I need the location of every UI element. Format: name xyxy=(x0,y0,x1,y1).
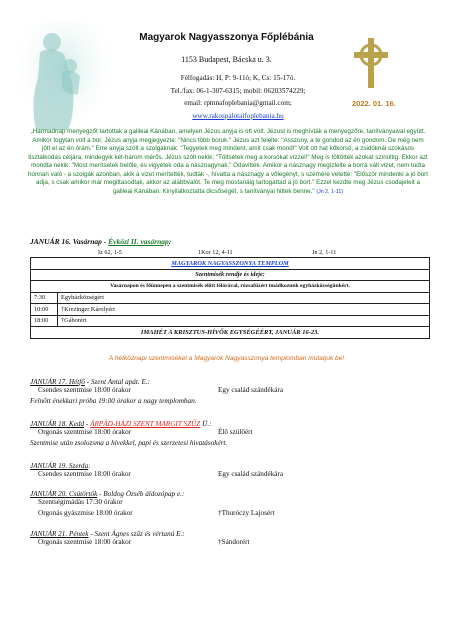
sunday-ordinary-time: Évközi II. vasárnap xyxy=(108,237,169,246)
office-hours: Félfogadás: H, P: 9-11ó; K, Cs: 15-17ó. xyxy=(180,74,296,82)
mass-order-title: Szentmisék rendje és ideje: xyxy=(31,269,430,281)
mass-intention: Egy család szándékára xyxy=(218,470,284,478)
day-note: Felnőtt énekkari próba 19:00 órakor a nagy templomban. xyxy=(30,397,197,405)
sunday-heading xyxy=(30,237,171,246)
day-feast: : xyxy=(88,462,91,470)
unity-week-banner: IMAHÉT A KRISZTUS-HÍVŐK EGYSÉGÉÉRT, JANUÁR 16-23. xyxy=(31,327,430,339)
sunday-mass-schedule xyxy=(30,257,430,339)
reading-1: Iz 62, 1-5 xyxy=(98,249,122,256)
mass-intention: Élő szülőért xyxy=(218,428,253,436)
phone-line: Tel./fax: 06-1-307-6315; mobil: 06203574229; xyxy=(170,86,306,95)
mass-intention: †Krezinger Károlyért xyxy=(58,304,430,316)
day-feast-red: ÁRPÁD-HÁZI SZENT MARGIT SZŰZ xyxy=(90,420,201,428)
parish-address: 1153 Budapest, Bácska u. 3. xyxy=(181,55,272,64)
day-feast-rank: Ü.: xyxy=(200,420,212,428)
day-date: JANUÁR 17. Hétfő xyxy=(30,378,85,386)
day-tuesday xyxy=(30,420,440,447)
sunday-date: JANUÁR 16. Vasárnap - xyxy=(30,237,107,246)
email-line: email: rpmnafoplebania@gmail.com; xyxy=(184,99,292,108)
mass-type: Csendes szentmise 18:00 órakor xyxy=(38,386,131,394)
mass-type: Orgonás szentmise 18:00 órakor xyxy=(38,428,132,436)
sunday-colon: : xyxy=(168,237,172,246)
day-date: JANUÁR 20. Csütörtök xyxy=(30,490,98,498)
day-date: JANUÁR 21. Péntek xyxy=(30,530,89,538)
day-feast: - Szent Ágnes szűz és vértanú E.: xyxy=(88,530,185,538)
day-date: JANUÁR 18. Kedd xyxy=(30,420,85,428)
day-feast: - Boldog Özséb áldozópap e.: xyxy=(97,490,185,498)
website-link[interactable]: www.rakospalotaifoplebania.hu xyxy=(192,111,284,120)
day-thursday xyxy=(30,490,440,520)
mass-time: 7:30 xyxy=(31,292,58,304)
mass-row xyxy=(31,315,430,327)
gospel-passage xyxy=(28,128,428,196)
mass-row xyxy=(31,304,430,316)
church-name: MAGYAROK NAGYASSZONYA TEMPLOM xyxy=(31,258,430,270)
mass-intention: Egyházközségért xyxy=(58,292,430,304)
day-date: JANUÁR 19. Szerda xyxy=(30,462,89,470)
mass-type: Orgonás szentmise 18:00 órakor xyxy=(38,538,132,546)
day-wednesday xyxy=(30,462,440,481)
mass-intention: †Sándorért xyxy=(218,538,250,546)
adoration: Szentségimádás 17:30 órakor xyxy=(38,498,123,506)
mass-type: Orgonás gyászmise 18:00 órakor xyxy=(38,509,133,517)
weekday-masses-note: A hétköznapi szentmiséket a Magyarok Nagyasszonya templomban mutatjuk be! xyxy=(108,355,345,362)
gospel-text: „Harmadnap menyegzőt tartottak a galileai Kánában, amelyen Jézus anyja is ott volt. Jézust is meghívták a menyegzőre, tanítványaival együtt. Amikor fogytán volt a bor, Jézus anyja megjegyezte: "Nincs több boruk." Jézus azt felelte: "Asszony, a te gondod az én gondom. De még nem jött el az én órám." Erre anyja szólt a szolgáknak: "Tegyetek meg mindent, amit csak mond!" Volt ott hat kőkorsó, a zsidóknál szokásos tisztálkodás céljára, mindegyik két-három mérős. Jézus szólt nekik: "Töltsétek meg a korsókat vízzel!" Meg is töltötték azokat színültig. Ekkor azt mondta nekik: "Most merítsetek belőle, és vigyétek oda a násznagynak." Odavitték. Amikor a násznagy megízlelte a borrá vált vizet, nem tudta honnan való - a szolgák azonban, akik a vizet merítették, tudták -, hívatta a násznagy a vőlegényt, s szemére vetette: "Először mindenki a jó bort adja, s csak amikor már megittasodtak, akkor az alábbvalót. Te meg mostanáig tartogattad a jó bort." Ezzel kezdte meg Jézus csodajeleit a galileai Kánában. Kinyilatkoztatta dicsőségét, s tanítványai hittek benne." xyxy=(28,128,428,195)
mass-row xyxy=(31,292,430,304)
day-monday xyxy=(30,378,440,405)
reading-3: Jn 2, 1-11 xyxy=(312,249,337,256)
parish-title: Magyarok Nagyasszonya Főplébánia xyxy=(139,32,314,43)
mass-intention: †Gáborért xyxy=(58,315,430,327)
day-friday xyxy=(30,530,440,549)
bulletin-date: 2022. 01. 16. xyxy=(352,99,396,108)
day-separator: - xyxy=(84,420,91,428)
mass-time: 10:00 xyxy=(31,304,58,316)
rosary-notice: Vasárnapon és főünnepen a szentmisék előtt félórával, rózsafüzért imádkozunk egyházközségünkért. xyxy=(31,281,430,293)
mass-intention: †Thuróczy Lajosért xyxy=(218,509,275,517)
reading-2: 1Kor 12, 4-11 xyxy=(198,249,233,256)
mass-time: 18:00 xyxy=(31,315,58,327)
day-feast: - Szent Antal apát. E.: xyxy=(84,378,151,386)
gospel-reference: (Jn 2, 1-11) xyxy=(316,188,344,195)
day-note: Szentmise után zsolozsma a hívekkel, papi és szerzetesi hivatásokért. xyxy=(30,439,228,447)
mass-intention: Egy család szándékára xyxy=(218,386,284,394)
mass-type: Csendes szentmise 18:00 órakor xyxy=(38,470,131,478)
contact-block xyxy=(128,72,348,122)
